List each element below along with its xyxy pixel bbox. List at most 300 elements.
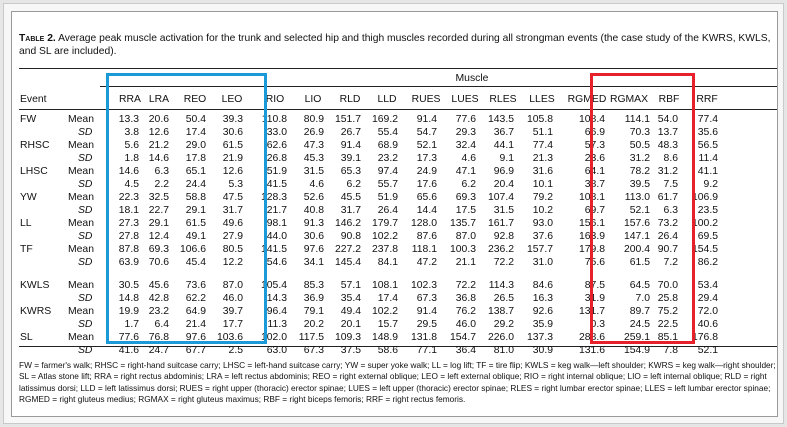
event-label: LHSC — [20, 166, 48, 177]
value-cell-rrf: 53.4 — [697, 280, 718, 291]
value-cell-rles: 20.4 — [493, 179, 514, 190]
value-cell-rles: 107.4 — [487, 192, 514, 203]
value-cell-lio: 30.6 — [303, 231, 324, 242]
value-cell-rio: 26.8 — [266, 153, 287, 164]
value-cell-reo: 45.4 — [185, 257, 206, 268]
window-frame — [3, 3, 784, 424]
value-cell-rra: 4.5 — [124, 179, 139, 190]
column-header-reo: REO — [183, 94, 207, 105]
stat-label: SD — [78, 293, 93, 304]
value-cell-rra: 1.7 — [124, 319, 139, 330]
value-cell-lues: 77.6 — [455, 114, 476, 125]
value-cell-rles: 36.7 — [493, 127, 514, 138]
stat-label: Mean — [68, 140, 94, 151]
value-cell-rld: 39.1 — [340, 153, 361, 164]
value-cell-rld: 49.4 — [340, 306, 361, 317]
value-cell-rbf: 25.8 — [657, 293, 678, 304]
value-cell-rbf: 61.7 — [657, 192, 678, 203]
value-cell-lues: 154.7 — [449, 332, 476, 343]
value-cell-lues: 36.8 — [455, 293, 476, 304]
value-cell-lles: 105.8 — [526, 114, 553, 125]
value-cell-rgmed: 288.6 — [578, 332, 605, 343]
value-cell-lio: 26.9 — [303, 127, 324, 138]
value-cell-rio: 110.8 — [261, 114, 287, 125]
value-cell-lio: 117.5 — [298, 332, 324, 343]
value-cell-lues: 21.1 — [455, 257, 476, 268]
value-cell-lues: 47.1 — [455, 166, 476, 177]
value-cell-lio: 4.6 — [309, 179, 324, 190]
value-cell-lld: 17.4 — [377, 293, 398, 304]
value-cell-rrf: 41.1 — [697, 166, 718, 177]
value-cell-reo: 17.4 — [185, 127, 206, 138]
value-cell-lra: 29.1 — [148, 218, 169, 229]
value-cell-rra: 27.8 — [118, 231, 139, 242]
value-cell-rio: 21.7 — [266, 205, 287, 216]
event-label: KWLS — [20, 280, 50, 291]
column-header-rues: RUES — [411, 94, 441, 105]
value-cell-rgmax: 50.5 — [629, 140, 650, 151]
value-cell-lra: 69.3 — [148, 244, 169, 255]
value-cell-rio: 141.5 — [260, 244, 287, 255]
value-cell-lles: 37.6 — [532, 231, 553, 242]
value-cell-lio: 91.3 — [303, 218, 324, 229]
value-cell-rra: 14.6 — [118, 166, 139, 177]
value-cell-lues: 100.3 — [449, 244, 476, 255]
value-cell-lles: 92.6 — [532, 306, 553, 317]
value-cell-rgmed: 31.9 — [584, 293, 605, 304]
value-cell-rra: 30.5 — [118, 280, 139, 291]
value-cell-lld: 108.1 — [371, 280, 398, 291]
value-cell-lld: 68.9 — [377, 140, 398, 151]
value-cell-lld: 51.9 — [377, 192, 398, 203]
stat-label: Mean — [68, 192, 94, 203]
value-cell-rues: 67.3 — [416, 293, 437, 304]
value-cell-reo: 64.9 — [185, 306, 206, 317]
value-cell-rbf: 54.0 — [657, 114, 678, 125]
value-cell-lues: 4.6 — [461, 153, 476, 164]
value-cell-leo: 12.2 — [222, 257, 243, 268]
value-cell-rues: 29.5 — [416, 319, 437, 330]
value-cell-reo: 62.2 — [185, 293, 206, 304]
value-cell-lio: 31.5 — [303, 166, 324, 177]
value-cell-reo: 61.5 — [185, 218, 206, 229]
value-cell-lld: 55.7 — [377, 179, 398, 190]
value-cell-rgmax: 70.3 — [629, 127, 650, 138]
value-cell-rio: 62.6 — [266, 140, 287, 151]
value-cell-rues: 14.4 — [416, 205, 437, 216]
value-cell-rues: 77.1 — [416, 345, 437, 356]
stat-label: SD — [78, 127, 93, 138]
value-cell-rues: 128.0 — [410, 218, 437, 229]
value-cell-rles: 236.2 — [487, 244, 514, 255]
value-cell-rgmed: 69.7 — [584, 205, 605, 216]
value-cell-rrf: 176.8 — [691, 332, 718, 343]
value-cell-rio: 14.3 — [266, 293, 287, 304]
value-cell-rues: 17.6 — [416, 179, 437, 190]
value-cell-lles: 51.1 — [532, 127, 553, 138]
value-cell-rgmed: 108.4 — [578, 114, 605, 125]
caption-text: Average peak muscle activation for the trunk and selected hip and thigh muscles recorded during all strongman events (the case study of the KWRS, KWLS, and SL are included). — [19, 33, 771, 57]
blue-highlight-box — [106, 73, 267, 344]
value-cell-lio: 47.3 — [303, 140, 324, 151]
value-cell-lues: 72.2 — [455, 280, 476, 291]
value-cell-lio: 36.9 — [303, 293, 324, 304]
value-cell-leo: 87.0 — [222, 280, 243, 291]
value-cell-rra: 22.3 — [118, 192, 139, 203]
value-cell-rld: 109.3 — [334, 332, 361, 343]
value-cell-rrf: 11.4 — [698, 153, 718, 164]
value-cell-lio: 67.3 — [303, 345, 324, 356]
value-cell-lra: 45.6 — [148, 280, 169, 291]
value-cell-lra: 21.2 — [148, 140, 169, 151]
value-cell-rles: 81.0 — [493, 345, 514, 356]
value-cell-rra: 13.3 — [118, 114, 139, 125]
value-cell-lld: 148.9 — [371, 332, 398, 343]
value-cell-rues: 91.4 — [416, 114, 437, 125]
value-cell-rrf: 35.6 — [697, 127, 718, 138]
value-cell-reo: 67.7 — [185, 345, 206, 356]
value-cell-lra: 22.7 — [148, 205, 169, 216]
stat-label: SD — [78, 257, 93, 268]
value-cell-rrf: 77.4 — [697, 114, 718, 125]
value-cell-lio: 85.3 — [303, 280, 324, 291]
value-cell-lio: 97.6 — [303, 244, 324, 255]
value-cell-rbf: 70.0 — [657, 280, 678, 291]
value-cell-rbf: 7.2 — [663, 257, 678, 268]
stat-label: Mean — [68, 280, 94, 291]
value-cell-rbf: 22.5 — [657, 319, 678, 330]
value-cell-lues: 6.2 — [461, 179, 476, 190]
red-highlight-box — [590, 73, 695, 344]
value-cell-rues: 131.8 — [410, 332, 437, 343]
table-card — [11, 11, 778, 417]
value-cell-reo: 50.4 — [185, 114, 206, 125]
event-label: YW — [20, 192, 37, 203]
value-cell-leo: 21.9 — [222, 153, 243, 164]
value-cell-lles: 84.6 — [532, 280, 553, 291]
value-cell-rues: 91.4 — [416, 306, 437, 317]
value-cell-rld: 37.5 — [340, 345, 361, 356]
column-header-lra: LRA — [148, 94, 170, 105]
value-cell-rles: 138.7 — [487, 306, 514, 317]
value-cell-lra: 2.2 — [154, 179, 169, 190]
value-cell-lra: 24.7 — [148, 345, 169, 356]
value-cell-rgmed: 87.5 — [584, 280, 605, 291]
value-cell-reo: 58.8 — [185, 192, 206, 203]
column-header-rgmed: RGMED — [567, 94, 607, 105]
column-header-rio: RIO — [265, 94, 285, 105]
value-cell-lio: 34.1 — [303, 257, 324, 268]
value-cell-lld: 26.4 — [377, 205, 398, 216]
value-cell-lles: 157.7 — [526, 244, 553, 255]
event-label: TF — [20, 244, 33, 255]
value-cell-leo: 17.7 — [222, 319, 243, 330]
column-header-rrf: RRF — [696, 94, 718, 105]
value-cell-rbf: 8.6 — [663, 153, 678, 164]
value-cell-leo: 49.6 — [222, 218, 243, 229]
value-cell-lles: 31.6 — [532, 166, 553, 177]
table-caption — [19, 32, 778, 58]
value-cell-reo: 73.6 — [185, 280, 206, 291]
value-cell-lld: 58.6 — [377, 345, 398, 356]
value-cell-lra: 6.3 — [154, 166, 169, 177]
value-cell-leo: 61.5 — [222, 140, 243, 151]
value-cell-lues: 76.2 — [455, 306, 476, 317]
value-cell-rbf: 73.2 — [657, 218, 678, 229]
value-cell-reo: 17.8 — [185, 153, 206, 164]
value-cell-rues: 102.3 — [410, 280, 437, 291]
value-cell-reo: 29.1 — [185, 205, 206, 216]
value-cell-rld: 91.4 — [340, 140, 361, 151]
value-cell-leo: 31.7 — [222, 205, 243, 216]
value-cell-rra: 87.8 — [118, 244, 139, 255]
value-cell-lio: 52.6 — [303, 192, 324, 203]
value-cell-leo: 39.3 — [222, 114, 243, 125]
value-cell-rgmax: 89.7 — [629, 306, 650, 317]
value-cell-rrf: 23.5 — [697, 205, 718, 216]
value-cell-rbf: 26.4 — [657, 231, 678, 242]
event-label: FW — [20, 114, 37, 125]
value-cell-lles: 30.9 — [532, 345, 553, 356]
column-header-leo: LEO — [221, 94, 243, 105]
value-cell-rgmed: 66.9 — [584, 127, 605, 138]
value-cell-rbf: 13.7 — [657, 127, 678, 138]
value-cell-rues: 118.1 — [411, 244, 437, 255]
value-cell-lra: 14.6 — [148, 153, 169, 164]
value-cell-rio: 44.0 — [266, 231, 287, 242]
value-cell-rra: 5.6 — [124, 140, 139, 151]
stat-label: SD — [78, 319, 93, 330]
value-cell-reo: 49.1 — [185, 231, 206, 242]
value-cell-rgmax: 78.2 — [629, 166, 650, 177]
value-cell-rues: 65.6 — [416, 192, 437, 203]
value-cell-rgmax: 61.5 — [629, 257, 650, 268]
value-cell-leo: 2.5 — [228, 345, 243, 356]
value-cell-rbf: 90.7 — [657, 244, 678, 255]
stat-label: Mean — [68, 244, 94, 255]
value-cell-reo: 97.6 — [185, 332, 206, 343]
value-cell-rues: 54.7 — [416, 127, 437, 138]
column-header-lld: LLD — [377, 94, 397, 105]
value-cell-rra: 19.9 — [118, 306, 139, 317]
value-cell-leo: 27.9 — [222, 231, 243, 242]
value-cell-rra: 18.1 — [118, 205, 139, 216]
value-cell-lra: 20.6 — [148, 114, 169, 125]
value-cell-lles: 137.3 — [526, 332, 553, 343]
value-cell-leo: 30.6 — [222, 127, 243, 138]
value-cell-rra: 3.8 — [124, 127, 139, 138]
value-cell-rrf: 52.1 — [697, 345, 718, 356]
value-cell-lra: 32.5 — [148, 192, 169, 203]
value-cell-lles: 77.4 — [532, 140, 553, 151]
value-cell-rgmed: 23.6 — [584, 153, 605, 164]
value-cell-rio: 54.6 — [266, 257, 287, 268]
value-cell-lio: 45.3 — [303, 153, 324, 164]
value-cell-leo: 80.5 — [222, 244, 243, 255]
value-cell-rld: 151.7 — [334, 114, 361, 125]
value-cell-lld: 179.7 — [371, 218, 398, 229]
value-cell-rbf: 7.5 — [663, 179, 678, 190]
stat-label: Mean — [68, 306, 94, 317]
value-cell-rio: 128.3 — [260, 192, 287, 203]
value-cell-rles: 44.1 — [493, 140, 514, 151]
value-cell-rbf: 31.2 — [657, 166, 678, 177]
value-cell-lld: 55.4 — [377, 127, 398, 138]
value-cell-rles: 92.8 — [493, 231, 514, 242]
stat-label: SD — [78, 345, 93, 356]
value-cell-rld: 57.1 — [340, 280, 361, 291]
caption-label: Table 2. — [19, 33, 56, 44]
value-cell-rues: 52.1 — [416, 140, 437, 151]
value-cell-lues: 46.0 — [455, 319, 476, 330]
value-cell-rgmed: 179.8 — [578, 244, 605, 255]
value-cell-rgmax: 64.5 — [629, 280, 650, 291]
stat-label: SD — [78, 205, 93, 216]
value-cell-rles: 72.2 — [493, 257, 514, 268]
value-cell-rgmax: 39.5 — [629, 179, 650, 190]
column-header-lues: LUES — [451, 94, 479, 105]
column-header-rld: RLD — [339, 94, 361, 105]
value-cell-rld: 90.8 — [340, 231, 361, 242]
value-cell-rgmax: 114.1 — [624, 114, 650, 125]
value-cell-lld: 102.2 — [371, 306, 398, 317]
value-cell-rra: 41.6 — [118, 345, 139, 356]
value-cell-lues: 135.7 — [449, 218, 476, 229]
value-cell-rld: 146.2 — [334, 218, 361, 229]
value-cell-rio: 105.4 — [260, 280, 287, 291]
value-cell-reo: 106.6 — [179, 244, 206, 255]
value-cell-rgmax: 200.4 — [623, 244, 650, 255]
value-cell-lra: 6.4 — [154, 319, 169, 330]
value-cell-rles: 31.5 — [493, 205, 514, 216]
value-cell-leo: 46.0 — [222, 293, 243, 304]
value-cell-rues: 47.2 — [416, 257, 437, 268]
value-cell-reo: 29.0 — [185, 140, 206, 151]
value-cell-lra: 42.8 — [148, 293, 169, 304]
value-cell-rio: 41.5 — [266, 179, 287, 190]
value-cell-lio: 79.1 — [303, 306, 324, 317]
value-cell-rra: 27.3 — [118, 218, 139, 229]
value-cell-rio: 96.4 — [266, 306, 287, 317]
value-cell-rles: 143.5 — [487, 114, 514, 125]
column-header-lio: LIO — [304, 94, 322, 105]
value-cell-leo: 5.3 — [228, 179, 243, 190]
value-cell-rio: 63.0 — [266, 345, 287, 356]
value-cell-lra: 70.6 — [148, 257, 169, 268]
value-cell-lld: 102.2 — [371, 231, 398, 242]
value-cell-rld: 20.1 — [340, 319, 361, 330]
value-cell-rgmed: 108.1 — [578, 192, 605, 203]
value-cell-lld: 169.2 — [371, 114, 398, 125]
value-cell-rles: 26.5 — [493, 293, 514, 304]
value-cell-rbf: 7.8 — [663, 345, 678, 356]
value-cell-rrf: 9.2 — [703, 179, 718, 190]
value-cell-lues: 36.4 — [455, 345, 476, 356]
value-cell-lues: 17.5 — [455, 205, 476, 216]
value-cell-rra: 14.8 — [118, 293, 139, 304]
value-cell-rgmax: 7.0 — [635, 293, 650, 304]
stat-label: Mean — [68, 166, 94, 177]
value-cell-leo: 103.6 — [216, 332, 243, 343]
value-cell-rrf: 56.5 — [697, 140, 718, 151]
value-cell-rrf: 106.9 — [691, 192, 718, 203]
value-cell-rgmed: 0.3 — [590, 319, 605, 330]
value-cell-rio: 11.3 — [267, 319, 287, 330]
value-cell-reo: 24.4 — [185, 179, 206, 190]
value-cell-lues: 87.0 — [455, 231, 476, 242]
value-cell-rgmed: 156.1 — [578, 218, 605, 229]
event-label: SL — [20, 332, 33, 343]
value-cell-lio: 40.8 — [303, 205, 324, 216]
value-cell-lld: 97.4 — [377, 166, 398, 177]
value-cell-lld: 237.8 — [371, 244, 398, 255]
value-cell-rio: 33.0 — [266, 127, 287, 138]
stat-label: Mean — [68, 218, 94, 229]
value-cell-rles: 114.3 — [488, 280, 514, 291]
column-header-rgmax: RGMAX — [609, 94, 649, 105]
stat-label: Mean — [68, 114, 94, 125]
value-cell-rles: 161.7 — [487, 218, 514, 229]
value-cell-rbf: 48.3 — [657, 140, 678, 151]
stat-label: SD — [78, 231, 93, 242]
value-cell-rld: 145.4 — [334, 257, 361, 268]
value-cell-lra: 12.6 — [148, 127, 169, 138]
value-cell-rra: 1.8 — [124, 153, 139, 164]
value-cell-rld: 227.2 — [334, 244, 361, 255]
value-cell-rgmax: 154.9 — [623, 345, 650, 356]
value-cell-lld: 15.7 — [377, 319, 398, 330]
value-cell-lles: 21.3 — [532, 153, 553, 164]
value-cell-rles: 226.0 — [487, 332, 514, 343]
value-cell-rgmax: 24.5 — [629, 319, 650, 330]
value-cell-reo: 21.4 — [185, 319, 206, 330]
value-cell-lues: 29.3 — [455, 127, 476, 138]
value-cell-lld: 84.1 — [377, 257, 398, 268]
value-cell-lles: 10.2 — [532, 205, 553, 216]
value-cell-rld: 45.5 — [340, 192, 361, 203]
value-cell-rrf: 86.2 — [697, 257, 718, 268]
value-cell-lues: 32.4 — [455, 140, 476, 151]
value-cell-rio: 98.1 — [266, 218, 287, 229]
value-cell-lles: 16.3 — [532, 293, 553, 304]
value-cell-rrf: 69.5 — [697, 231, 718, 242]
value-cell-lles: 10.1 — [532, 179, 553, 190]
value-cell-rgmax: 52.1 — [629, 205, 650, 216]
value-cell-rgmed: 64.1 — [584, 166, 605, 177]
value-cell-rues: 17.3 — [416, 153, 437, 164]
value-cell-leo: 12.6 — [222, 166, 243, 177]
event-label: LL — [20, 218, 32, 229]
value-cell-lles: 93.0 — [532, 218, 553, 229]
value-cell-rles: 29.2 — [493, 319, 514, 330]
event-header: Event — [20, 94, 47, 105]
value-cell-lra: 23.2 — [148, 306, 169, 317]
value-cell-rbf: 75.2 — [657, 306, 678, 317]
value-cell-lra: 12.4 — [148, 231, 169, 242]
value-cell-rues: 24.9 — [416, 166, 437, 177]
stat-label: SD — [78, 153, 93, 164]
value-cell-rgmed: 131.6 — [578, 345, 605, 356]
value-cell-rgmax: 259.1 — [623, 332, 650, 343]
value-cell-rgmax: 147.1 — [623, 231, 650, 242]
value-cell-rld: 31.7 — [340, 205, 361, 216]
value-cell-rio: 51.9 — [266, 166, 287, 177]
value-cell-lles: 35.9 — [532, 319, 553, 330]
value-cell-lles: 31.0 — [532, 257, 553, 268]
value-cell-rra: 77.6 — [118, 332, 139, 343]
value-cell-rles: 96.9 — [493, 166, 514, 177]
value-cell-rbf: 85.1 — [657, 332, 678, 343]
